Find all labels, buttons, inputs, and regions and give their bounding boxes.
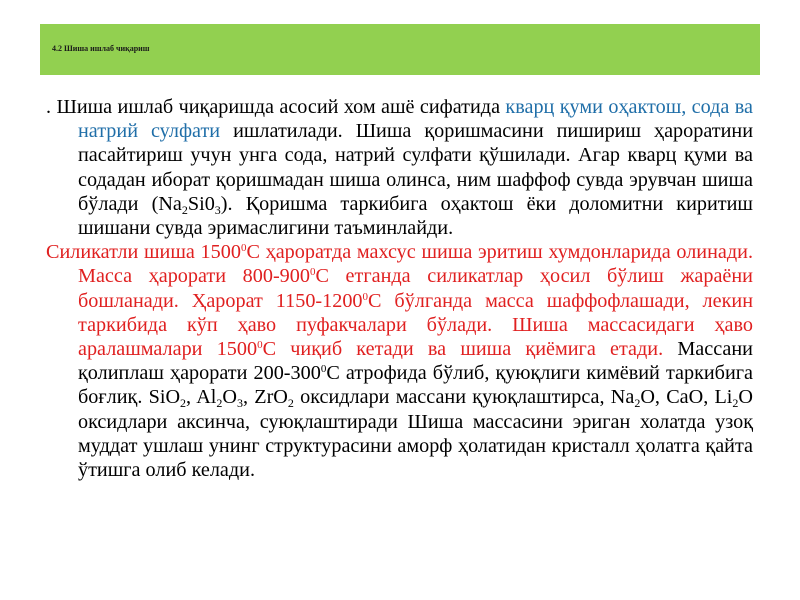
paragraph-1 xyxy=(46,95,753,240)
subscript: 2 xyxy=(732,396,739,411)
superscript: 0 xyxy=(362,290,369,303)
black-text-1: Массани қолиплаш ҳарорати 200-300 xyxy=(78,338,753,385)
black-text-5: , ZrO xyxy=(242,386,288,409)
black-text-7: O, CaO, Li xyxy=(640,386,733,409)
body-text xyxy=(46,95,753,482)
paragraph-1-text-3: Si0 xyxy=(187,192,215,215)
paragraph-1-text-1: Шиша ишлаб чиқаришда асосий хом ашё сифатида xyxy=(56,96,506,118)
black-text-4: O xyxy=(222,386,237,409)
subscript: 3 xyxy=(236,396,243,411)
paragraph-1-text-4: ). Қоришма таркибига оҳактош ёки доломитни киритиш шишани сувда эримаслигини таъминлайди. xyxy=(78,192,753,240)
red-text-1: Силикатли шиша 1500 xyxy=(46,241,241,264)
black-text-2: С атрофида бўлиб, қуюқлиги кимёвий таркибига боғлиқ. SiO xyxy=(78,362,753,409)
superscript: 0 xyxy=(257,339,263,352)
subscript: 3 xyxy=(214,202,221,217)
subscript: 2 xyxy=(216,396,223,411)
header-bar xyxy=(40,24,760,75)
subscript: 2 xyxy=(287,396,294,411)
subscript: 2 xyxy=(634,396,641,411)
superscript: 0 xyxy=(320,363,327,376)
section-title: 4.2 Шиша ишлаб чиқариш xyxy=(52,44,150,53)
red-text-3: С етганда силикатлар ҳосил бўлиш жараёни бошланади. Ҳарорат 1150-1200 xyxy=(78,265,753,312)
paragraph-2 xyxy=(46,240,753,482)
red-text-5: С чиқиб кетади ва шиша қиёмига етади. xyxy=(262,338,664,361)
subscript: 2 xyxy=(180,396,187,411)
black-text-3: , Al xyxy=(186,386,217,409)
paragraph-1-lead: . xyxy=(46,96,57,118)
superscript: 0 xyxy=(309,266,316,279)
black-text-8: O оксидлари аксинча, суюқлаштиради Шиша массасини эриган холатда узоқ муддат ушлаш унинг структурасини аморф ҳолатидан кристалл ҳолатга қайта ўтишга олиб келади. xyxy=(78,386,754,482)
red-text-2: С ҳароратда махсус шиша эритиш хумдонларида олинади. Масса ҳарорати 800-900 xyxy=(78,241,753,288)
subscript: 2 xyxy=(181,202,188,217)
paragraph-1-text-2: ишлатилади. Шиша қоришмасини пишириш ҳароратини пасайтириш учун унга сода, натрий сулфати қўшилади. Агар кварц қуми ва содадан иборат қоришмадан шиша олинса, ним шаффоф сувда эрувчан шиша бўлади (Na xyxy=(78,120,753,215)
black-text-6: оксидлари массани қуюқлаштирса, Na xyxy=(293,386,635,409)
red-text-4: С бўлганда масса шаффофлашади, лекин таркибида кўп ҳаво пуфакчалари бўлади. Шиша массасидаги ҳаво аралашмалари 1500 xyxy=(78,289,753,361)
superscript: 0 xyxy=(240,242,247,255)
highlight-raw-materials: кварц қуми оҳактош, сода ва натрий сулфати xyxy=(78,96,753,143)
